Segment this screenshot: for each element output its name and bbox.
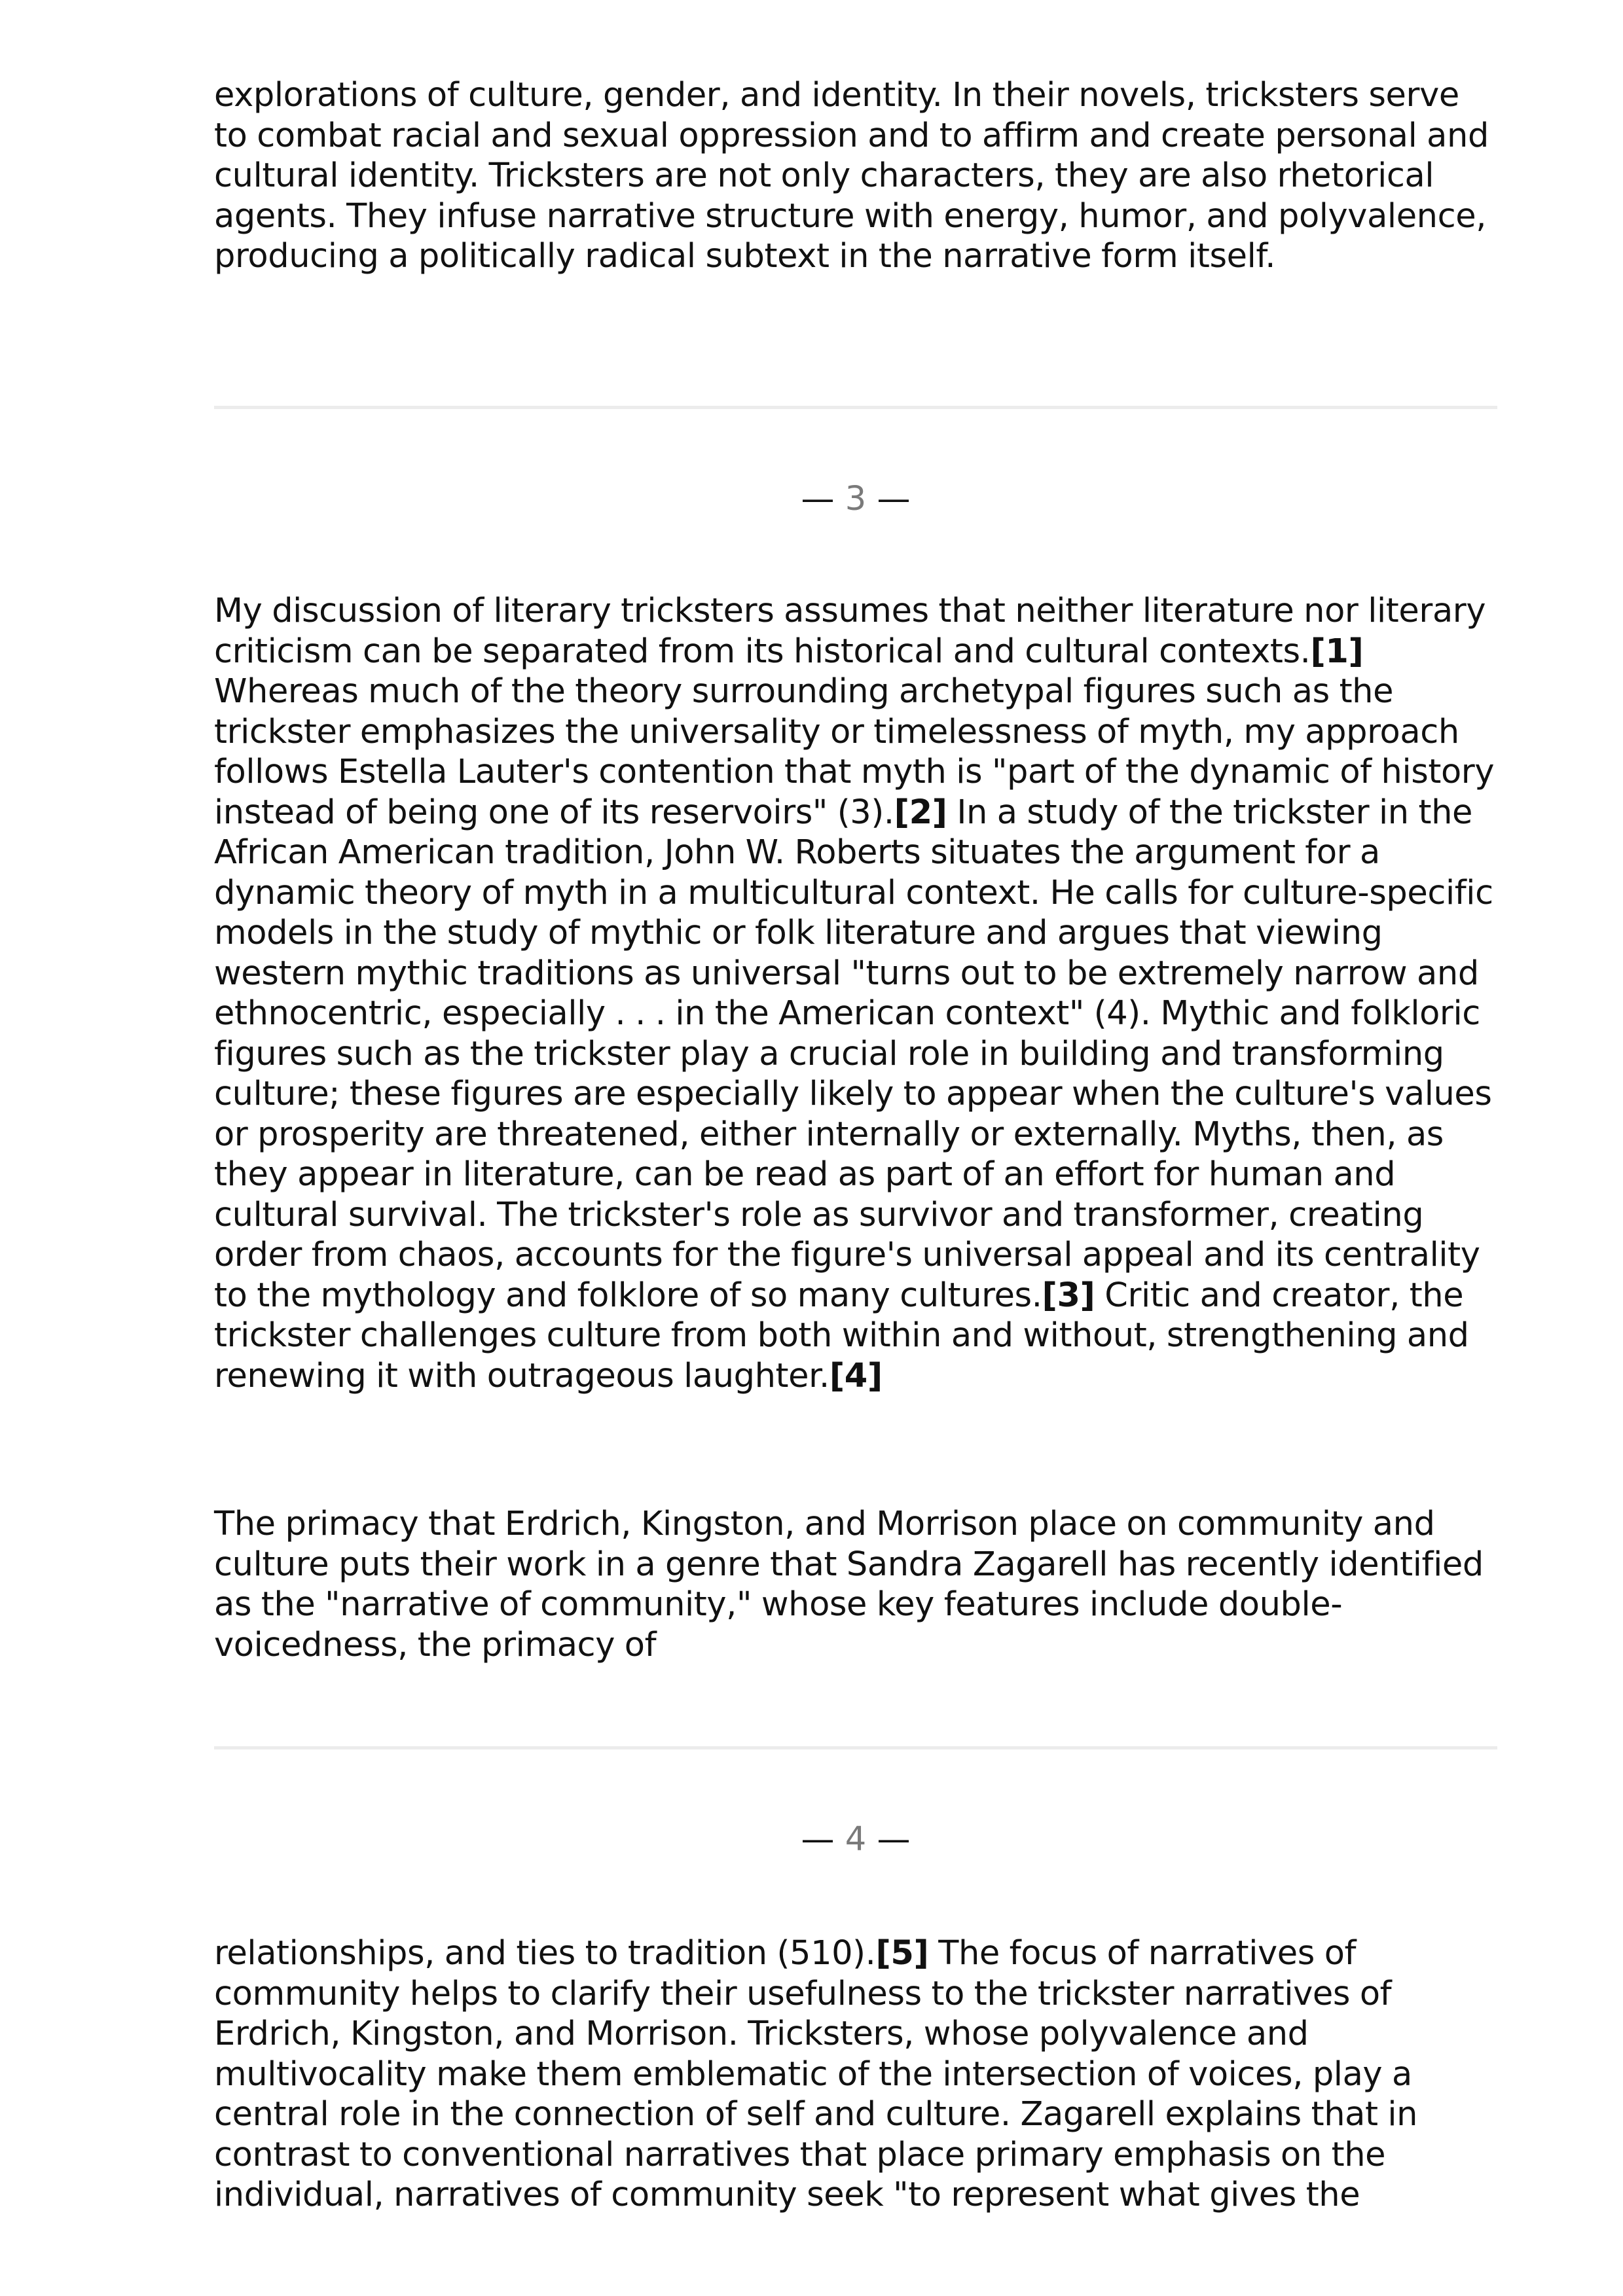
footnote-ref-4[interactable]: [4] [829, 1356, 883, 1395]
paragraph-intro-continued: explorations of culture, gender, and identity. In their novels, tricksters serve to combat racial and sexual oppression and to affirm and create personal and cultural identity. Tricksters are not only characters, they are also rhetorical agents. They infuse narrative structure with energy, humor, and polyvalence, producing a politically radical subtext in the narrative form itself. [214, 76, 1489, 276]
page-marker-dash: — [801, 480, 835, 518]
paragraph-relationships: relationships, and ties to tradition (510).[5] The focus of narratives of community helps to clarify their usefulness to the trickster narratives of Erdrich, Kingston, and Morrison. Tricksters, whose polyvalence and multivocality make them emblematic of the intersection of voices, play a central role in the connection of self and culture. Zagarell explains that in contrast to conventional narratives that place primary emphasis on the individual, narratives of community seek "to represent what gives the [214, 1934, 1418, 2214]
page-marker-dash: — [877, 1820, 911, 1859]
page-number-marker [214, 479, 1497, 519]
page-divider [214, 1746, 1497, 1749]
page-number: 3 [845, 480, 867, 518]
page-number: 4 [845, 1820, 867, 1859]
page-number-marker [214, 1820, 1497, 1859]
page-marker-dash: — [801, 1820, 835, 1859]
paragraph-literary-tricksters: My discussion of literary tricksters assumes that neither literature nor literary criticism can be separated from its historical and cultural contexts.[1] Whereas much of the theory surrounding archetypal figures such as the trickster emphasizes the universality or timelessness of myth, my approach follows Estella Lauter's contention that myth is "part of the dynamic of history instead of being one of its reservoirs" (3).[2] In a study of the trickster in the African American tradition, John W. Roberts situates the argument for a dynamic theory of myth in a multicultural context. He calls for culture-specific models in the study of mythic or folk literature and argues that viewing western mythic traditions as universal "turns out to be extremely narrow and ethnocentric, especially . . . in the American context" (4). Mythic and folkloric figures such as the trickster play a crucial role in building and transforming culture; these figures are especially likely to appear when the culture's values or prosperity are threatened, either internally or externally. Myths, then, as they appear in literature, can be read as part of an effort for human and cultural survival. The trickster's role as survivor and transformer, creating order from chaos, accounts for the figure's universal appeal and its centrality to the mythology and folklore of so many cultures.[3] Critic and creator, the trickster challenges culture from both within and without, strengthening and renewing it with outrageous laughter.[4] [214, 592, 1495, 1395]
page-divider [214, 406, 1497, 409]
footnote-ref-2[interactable]: [2] [894, 793, 947, 832]
paragraph-narrative-of-community: The primacy that Erdrich, Kingston, and Morrison place on community and culture puts their work in a genre that Sandra Zagarell has recently identified as the "narrative of community," whose key features include double-voicedness, the primacy of [214, 1505, 1484, 1664]
page-marker-dash: — [877, 480, 911, 518]
footnote-ref-1[interactable]: [1] [1310, 632, 1364, 671]
footnote-ref-5[interactable]: [5] [875, 1934, 929, 1973]
footnote-ref-3[interactable]: [3] [1042, 1276, 1095, 1315]
